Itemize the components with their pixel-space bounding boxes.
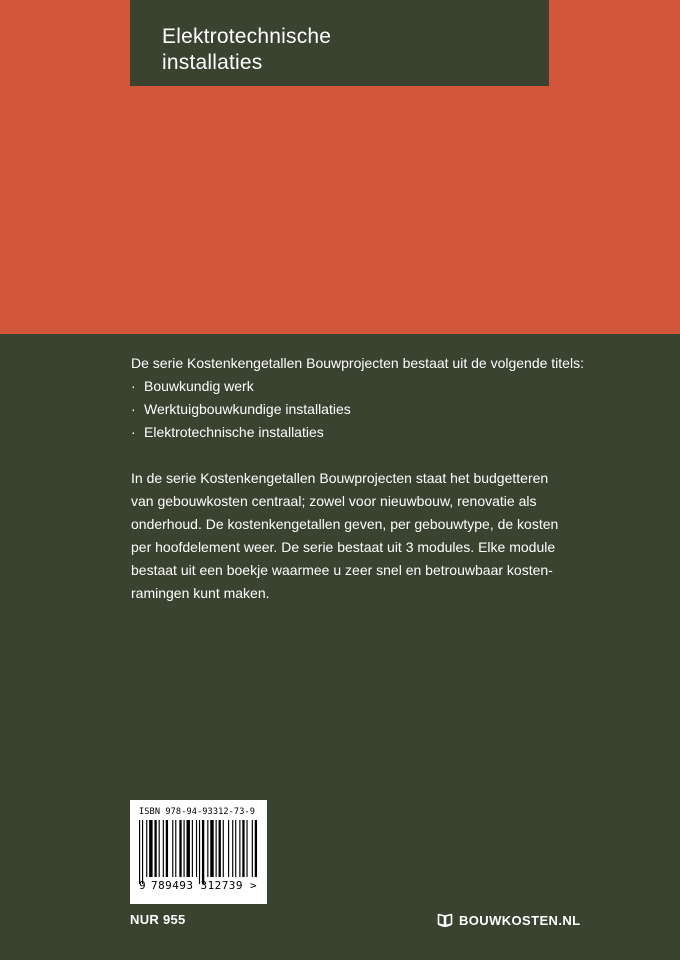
series-intro: De serie Kostenkengetallen Bouwprojecten bestaat uit de volgende titels: [131, 355, 584, 371]
barcode-bar-27 [246, 820, 247, 877]
barcode-bar-18 [210, 820, 213, 877]
ean-number: 789493 312739 > [151, 879, 258, 892]
barcode-bar-5 [159, 820, 160, 877]
barcode-bar-22 [228, 820, 229, 877]
barcode-bar-19 [216, 820, 217, 877]
barcode-bar-23 [232, 820, 233, 877]
bullet: · [131, 424, 136, 440]
barcode-bar-15 [199, 820, 200, 884]
description-line: In de serie Kostenkengetallen Bouwprojecten staat het budgetteren [131, 470, 549, 486]
series-title: Bouwkundig werk [144, 378, 254, 394]
brand-name: BOUWKOSTEN.NL [459, 912, 581, 928]
cover-title-box [130, 0, 549, 86]
description-line: bestaat uit een boekje waarmee u zeer snel en betrouwbaar kosten- [131, 562, 553, 578]
barcode-bar-2 [146, 820, 147, 877]
series-description [131, 467, 611, 605]
barcode-bar-20 [219, 820, 221, 877]
barcode-bar-17 [207, 820, 208, 877]
isbn-barcode [130, 800, 267, 904]
series-title: Werktuigbouwkundige installaties [144, 401, 351, 417]
description-line: van gebouwkosten centraal; zowel voor nieuwbouw, renovatie als [131, 493, 537, 509]
back-cover-text [131, 352, 611, 605]
barcode-bar-9 [175, 820, 176, 877]
barcode-bar-0 [139, 820, 140, 884]
barcode-bar-8 [172, 820, 173, 877]
list-item [131, 375, 611, 398]
barcode-bar-6 [163, 820, 164, 877]
bullet: · [131, 378, 136, 394]
barcode-bar-29 [255, 820, 257, 877]
barcode-bar-4 [154, 820, 156, 877]
barcode-bar-12 [187, 820, 190, 877]
barcode-bar-1 [142, 820, 143, 884]
series-title-list [131, 375, 611, 444]
barcode-bar-13 [192, 820, 193, 877]
list-item [131, 421, 611, 444]
barcode-bar-26 [242, 820, 244, 877]
title-line-2: installaties [162, 51, 263, 74]
barcode-bar-24 [235, 820, 236, 877]
bullet: · [131, 401, 136, 417]
description-line: ramingen kunt maken. [131, 585, 270, 601]
title-line-1: Elektrotechnische [162, 25, 332, 48]
publisher-brand [437, 911, 580, 929]
series-title: Elektrotechnische installaties [144, 424, 324, 440]
barcode-bar-10 [179, 820, 181, 877]
book-logo-icon [437, 912, 453, 928]
barcode-bar-11 [184, 820, 185, 877]
barcode-bar-3 [149, 820, 152, 877]
barcode-bar-16 [202, 820, 204, 884]
barcode-bars [139, 820, 259, 884]
isbn-label: ISBN 978-94-93312-73-9 [139, 807, 256, 817]
barcode-bar-25 [239, 820, 240, 877]
barcode-bar-7 [166, 820, 168, 877]
list-item [131, 398, 611, 421]
description-line: per hoofdelement weer. De serie bestaat uit 3 modules. Elke module [131, 539, 556, 555]
description-line: onderhoud. De kostenkengetallen geven, per gebouwtype, de kosten [131, 516, 559, 532]
barcode-bar-14 [196, 820, 197, 877]
barcode-bar-21 [223, 820, 224, 877]
nur-code: NUR 955 [130, 912, 186, 927]
ean-first-digit: 9 [139, 879, 146, 892]
barcode-bar-28 [252, 820, 253, 877]
